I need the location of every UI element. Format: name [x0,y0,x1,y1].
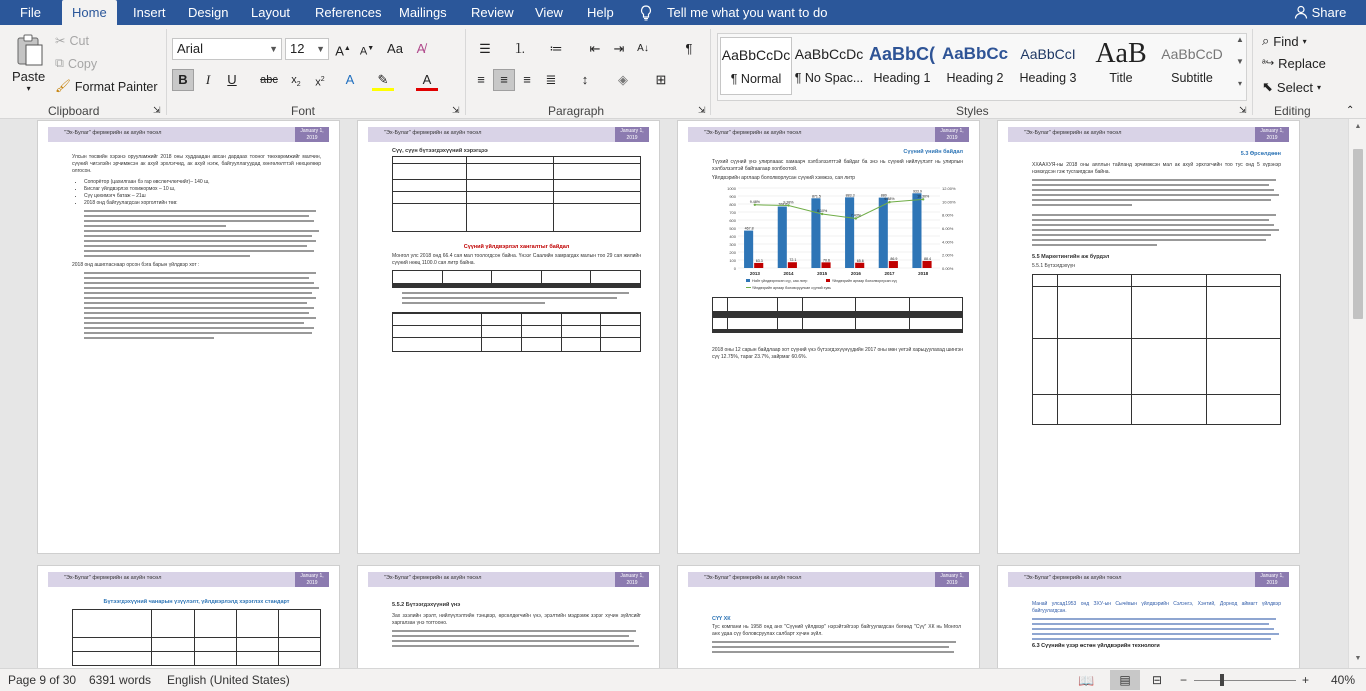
align-center-icon[interactable]: ≡ [493,69,515,91]
y-tick-label: 500 [729,226,736,231]
section-heading: 5.5.2 Бүтээгдэхүүний үнэ [392,602,461,608]
separator [1252,29,1253,115]
chevron-down-icon: ▾ [26,84,31,93]
underline-button[interactable]: U [227,72,237,87]
copy-icon: ⧉ [55,56,64,70]
legend-label: Үйлдвэрийн аргаар боловсруулсан сүүний хувь [752,286,832,290]
data-label: 86.9 [890,257,898,262]
cursor-icon: ⬉ [1262,79,1273,94]
header-title: "Эх-Булаг" фермерийн ак ахуйн төсөл [1024,575,1122,581]
header-title: "Эх-Булаг" фермерийн ак ахуйн төсөл [704,130,802,136]
borders-icon[interactable]: ⊞ [655,72,667,87]
data-label: 880 [880,193,887,198]
y-tick-label: 600 [729,218,736,223]
document-page[interactable] [37,565,340,668]
format-painter-button[interactable] [55,79,158,94]
quality-table [72,609,321,666]
font-size-combo[interactable] [285,38,329,60]
y-tick-label: 700 [729,210,736,215]
document-area[interactable] [0,119,1348,668]
change-case-button[interactable]: Aa [387,41,403,56]
style-no-spacing[interactable] [793,37,865,95]
chart-bar [855,263,864,268]
clipboard-dialog-launcher-icon[interactable]: ⇲ [153,105,161,115]
font-color-button[interactable]: A [416,69,438,91]
style-normal[interactable] [720,37,792,95]
table-title: Сүү, сүүн бүтээгдэхүүний хэрэгцээ [392,148,488,154]
cut-label: Cut [69,33,89,48]
ribbon-home [0,25,1366,119]
multilevel-list-icon[interactable]: ≔ [549,41,563,56]
share-label: Share [1311,5,1347,20]
grow-font-button[interactable]: A▲ [335,43,351,59]
data-label: 88.4 [924,256,932,261]
x-tick-label: 2014 [783,271,794,276]
paragraph: Монгол улс 2018 онд 66.4 сая мал тоологдсон байна. Үнээг Саалийн хамрагдах малын тоо 29 сая жилийн сүүний нөөц 1100.0 сая литр байна. [392,252,641,266]
y-tick-label: 1000 [727,186,736,191]
chart-point [787,204,789,206]
legend-swatch [826,279,830,282]
justify-icon[interactable]: ≣ [545,72,557,87]
text-lines [1032,179,1281,246]
data-label: 9.38% [783,200,794,205]
paragraph: Улсын төсвийн хэрэнэ орууламжийг 2018 оны худдаадан авсан дардаах тооног төөхөрөмжийг малчин, сүүний чигэлэйн эрчимжсэн ак ахуй эрхлэгчид, ак ахуй нэгж, байгууллагуудад хөнгөлөлттэй нөхцөлөөр олгосон. [72,154,321,174]
align-right-icon[interactable]: ≡ [523,72,531,87]
text-lines [402,292,641,304]
highlight-button[interactable]: ✎ [372,69,394,91]
bold-button[interactable]: B [172,69,194,91]
style-title[interactable] [1085,37,1157,95]
list-item: • Бислаг үйлдвэрлэх тохижормох – 10 ш, [84,186,321,193]
header-date: January 1, 2019 [935,572,969,587]
font-name-combo[interactable] [172,38,282,60]
tab-layout[interactable]: Layout [251,5,291,20]
chart-point [888,201,890,203]
header-date: January 1, 2019 [1255,572,1289,587]
data-label: 883.3 [845,193,855,198]
page-header [688,572,969,587]
document-page[interactable] [357,120,660,554]
vertical-scrollbar[interactable] [1348,119,1366,668]
align-left-icon[interactable]: ≡ [477,72,485,87]
header-title: "Эх-Булаг" фермерийн ак ахуйн төсөл [1024,130,1122,136]
style-heading-3[interactable] [1012,37,1084,95]
line-spacing-icon[interactable]: ↕ [581,72,589,87]
section-heading: 6.3 Сүүнийн үзэр өстөн үйлдвэрийн технологи [1032,643,1160,649]
page-header [368,572,649,587]
page-header [48,127,329,142]
page-content [72,599,321,666]
page-content [712,149,963,361]
style-preview: AaBbC( [869,44,935,64]
y2-tick-label: 12.00% [942,186,956,191]
tab-home[interactable]: Home [62,0,117,25]
chart-bar [889,261,898,268]
clipboard-icon [13,33,45,67]
editing-group-label: Editing [1274,104,1311,118]
tab-view[interactable]: View [535,5,563,20]
y2-tick-label: 0.00% [942,266,954,271]
data-label: 72.1 [789,258,797,263]
chart-point [855,217,857,219]
lightbulb-icon[interactable] [640,0,652,25]
status-bar [0,668,1366,691]
page-content [712,616,961,656]
chart-bar [922,261,931,268]
font-group-label: Font [291,104,316,118]
section-heading: Сүүний үнийн байдал [903,149,963,155]
paragraph: 2018 оны 12 сарын байдлаар хот сүүний үнэ бүтээгдэхүүнүүдийн 2017 оны мөн үетэй харьцуулахад шингэн сүү 12.75%, тараг 23.7%, зайрмаг 60.6%. [712,347,963,360]
word-count[interactable]: 6391 words [89,673,152,687]
italic-button[interactable]: I [205,72,211,87]
section-heading: 5.5 Маркетингийн аж бүрдэл [1032,254,1110,260]
data-label: 7.43% [850,213,861,218]
data-label: 65.6 [856,258,864,263]
text-lines [84,210,321,257]
chart-point [922,198,924,200]
page-header [688,127,969,142]
style-preview: AaBbCcI [1020,46,1076,62]
shading-icon[interactable]: ◈ [618,72,628,87]
format-painter-label: Format Painter [74,79,158,94]
style-heading-1[interactable] [866,37,938,95]
y-tick-label: 900 [729,194,736,199]
paragraph: Тус компани нь 1958 онд анх "Сүүний үйлдвэр" нэрэйтэйгээр байгуулагдсан бөгөөд "Сүү" ХК нь Монгол анх удаа сүү боловсруулах салбарт хүчин зүйл. [712,624,961,637]
y2-tick-label: 4.00% [942,239,954,245]
styles-group-label: Styles [956,104,989,118]
data-label: 768.6 [778,202,788,207]
font-name-value: Arial [177,41,204,56]
paragraph-group-label: Paragraph [548,104,605,118]
web-layout-icon[interactable]: ⊟ [1152,673,1163,687]
data-label: 9.48% [749,199,760,204]
y-tick-label: 300 [729,242,736,247]
section-heading: Бүтээгдэхүүний чанарын үзүүлэлт, үйлдвэрлэлд хэрэглэх стандарт [103,599,290,605]
paste-label: Paste [12,69,46,84]
y-tick-label: 400 [729,234,736,239]
style-name: ¶ Normal [730,72,782,86]
strikethrough-button[interactable]: abc [260,74,278,86]
text-lines [392,630,641,647]
chart-point [821,213,823,215]
chart-bar [788,262,797,268]
paragraph: 2018 онд ашигласнаар орсон бэга барын үйлдвэр хот : [72,262,200,268]
tab-review[interactable]: Review [471,5,514,20]
header-date: January 1, 2019 [615,572,649,587]
section-heading: СҮҮ ХК [712,616,731,622]
chart-bar [778,207,787,268]
y2-tick-label: 2.00% [942,252,954,258]
zoom-slider-thumb[interactable] [1220,674,1224,686]
x-tick-label: 2018 [918,271,929,276]
x-tick-label: 2017 [884,271,895,276]
scissors-icon: ✂ [55,34,66,48]
show-formatting-icon[interactable]: ¶ [685,41,693,56]
chart-bar [879,198,888,268]
data-label: 10.30% [917,194,930,199]
document-page[interactable] [997,565,1300,668]
y-tick-label: 800 [729,202,736,207]
legend-label: Нийт үйлдвэрлэсэн сүү, сая литр [752,279,808,283]
document-page[interactable] [677,565,980,668]
zoom-out-icon[interactable]: − [1180,673,1188,687]
person-icon [1294,5,1308,19]
text-effects-button[interactable]: A [345,72,355,87]
data-label: 8.10% [817,209,828,213]
tell-me-search[interactable]: Tell me what you want to do [667,5,828,20]
increase-indent-icon[interactable]: ⇥ [613,41,625,56]
chevron-down-icon: ▼ [269,44,278,54]
chart-bar [821,262,830,268]
chevron-down-icon: ▼ [316,44,325,54]
font-size-value: 12 [290,41,305,56]
zoom-level[interactable]: 40% [1331,673,1356,687]
print-layout-icon[interactable]: ▤ [1110,670,1140,690]
document-page[interactable] [357,565,660,668]
cut-button[interactable] [55,33,89,48]
sort-icon[interactable]: A↓ [637,43,649,54]
clipboard-group-label: Clipboard [48,104,100,118]
style-heading-2[interactable] [939,37,1011,95]
document-page[interactable] [677,120,980,554]
tab-design[interactable]: Design [188,5,229,20]
zoom-slider-track[interactable] [1194,680,1296,681]
select-label: Select [1276,79,1314,95]
paste-button[interactable] [12,33,45,92]
gallery-scroll-down-icon[interactable]: ▼ [1236,57,1244,66]
tab-file[interactable]: File [20,5,41,20]
clear-formatting-icon[interactable]: A̸ [416,41,426,56]
scroll-up-icon[interactable]: ▲ [1354,123,1362,130]
subheading: 5.5.1 Бүтээгдэхүүн [1032,263,1076,269]
chevron-down-icon: ▾ [1317,82,1322,92]
milk-chart [712,182,965,292]
separator [710,29,711,115]
zoom-in-icon[interactable]: + [1302,673,1310,687]
page-content [1032,151,1281,425]
style-preview: AaB [1095,38,1147,69]
header-date: January 1, 2019 [1255,127,1289,142]
y-tick-label: 0 [733,266,736,271]
numbering-icon[interactable]: ⒈ [513,41,527,56]
header-title: "Эх-Булаг" фермерийн ак ахуйн төсөл [64,575,162,581]
chart-bar [754,263,763,268]
gallery-more-icon[interactable]: ▾ [1237,79,1242,88]
y2-tick-label: 6.00% [942,226,954,231]
data-label: 467.8 [744,226,754,231]
document-page[interactable] [37,120,340,554]
scrollbar-thumb[interactable] [1353,149,1363,319]
data-label: 70.6 [823,258,831,263]
style-subtitle[interactable] [1156,37,1228,95]
price-table [712,297,963,333]
bullets-icon[interactable]: ☰ [479,41,491,56]
chart-caption: Үйлдвэрийн арглаар бололворлусан сүүний хэмжээ, сая литр [712,175,856,181]
find-button[interactable] [1262,33,1307,49]
page-content [1032,601,1281,650]
page-header [368,127,649,142]
y2-tick-label: 10.00% [942,199,956,205]
header-date: January 1, 2019 [295,572,329,587]
header-title: "Эх-Булаг" фермерийн ак ахуйн төсөл [384,130,482,136]
product-table [1032,274,1281,425]
tab-insert[interactable]: Insert [133,5,166,20]
data-label: 871.5 [811,194,821,199]
replace-icon: ᵃ↪ [1262,58,1275,69]
data-label: 63.3 [755,258,763,263]
x-tick-label: 2015 [817,271,828,276]
share-button[interactable] [1294,0,1346,25]
tab-references[interactable]: References [315,5,382,20]
chart-point [754,204,756,206]
section-heading: 5.3 Өрсөлдөөн [1240,151,1281,157]
styles-dialog-launcher-icon[interactable]: ⇲ [1239,105,1247,115]
paragraph: Манай улсад1953 онд ЗХУ-ын Сычёвын үйлдвэрийн Сэлэнгэ, Хэнтий, Дорнод аймагт үйлдвэр байгуулагдсан. [1032,601,1281,614]
legend-label: Үйлдвэрийн аргаар бололворлусан сүү [832,279,898,283]
page-content [392,602,641,650]
style-name: Heading 1 [873,71,931,85]
data-label: 933.9 [912,189,922,194]
decrease-indent-icon[interactable]: ⇤ [589,41,601,56]
header-date: January 1, 2019 [935,127,969,142]
style-name: Heading 2 [946,71,1004,85]
page-content [392,148,641,352]
read-mode-icon[interactable]: 📖 [1078,673,1095,688]
text-lines [712,641,961,653]
style-preview: AaBbCcDc [794,46,864,62]
style-preview: AaBbCc [941,44,1009,63]
shrink-font-button[interactable]: A▼ [359,45,375,58]
page-count[interactable]: Page 9 of 30 [8,673,77,687]
list-item: • Сопорётор (цахилгаан бэ гар өвслөгчлөгчийг)– 140 ш, [84,179,321,186]
paragraph-dialog-launcher-icon[interactable]: ⇲ [698,105,706,115]
page-header [1008,127,1289,142]
list-item: • Сүү цөхимэгч батаж – 21ш [84,193,321,200]
y-tick-label: 200 [729,250,736,255]
collapse-ribbon-icon[interactable]: ⌃ [1346,105,1355,116]
font-dialog-launcher-icon[interactable]: ⇲ [452,105,460,115]
header-title: "Эх-Булаг" фермерийн ак ахуйн төсөл [384,575,482,581]
ribbon-tab-bar [0,0,1366,25]
search-icon: ⌕ [1262,33,1270,48]
header-title: "Эх-Булаг" фермерийн ак ахуйн төсөл [64,130,162,136]
chart-bar [744,231,753,268]
tab-mailings[interactable]: Mailings [399,5,447,20]
production-table [392,270,641,288]
gallery-scroll-up-icon[interactable]: ▲ [1236,35,1244,44]
separator [166,29,167,115]
style-name: Title [1109,71,1133,85]
paragraph: ХХААХУЯ-ны 2018 оны аяллын тайланд эрчимжсэн мал ак ахуй эрхлэгчийн тоо тус онд 5 хүрэнэр нэмэгдсэн гэж тусгаигдсан байна. [1032,162,1281,175]
x-tick-label: 2016 [850,271,861,276]
document-page[interactable] [997,120,1300,554]
y-tick-label: 100 [729,258,736,263]
header-title: "Эх-Булаг" фермерийн ак ахуйн төсөл [704,575,802,581]
select-button[interactable] [1262,79,1321,95]
separator [465,29,466,115]
section-heading: Сүүний үйлдвэрлэл хангалтыг байдал [463,243,570,250]
replace-button[interactable] [1262,56,1326,71]
header-date: January 1, 2019 [615,127,649,142]
style-preview: AaBbCcDc [721,47,791,63]
header-date: January 1, 2019 [295,127,329,142]
subscript-button[interactable]: $x_2$ [291,74,301,89]
style-name: Subtitle [1171,71,1213,85]
text-lines [84,272,321,339]
copy-label: Copy [67,56,98,71]
chevron-down-icon: ▾ [1302,36,1307,46]
page-header [48,572,329,587]
tab-help[interactable]: Help [587,5,614,20]
paintbrush-icon: 🖌 [55,79,71,93]
replace-label: Replace [1278,56,1326,71]
paragraph: Зах зээлийн эрэлт, нийлүүлэлтийн тэнцвэр, өрсөлдөгчийн үнэ, эрэлтийн мэдрэмж зэрэг хүчин зүйлсийг харгалзан үнэ тогтооно. [392,613,641,626]
language[interactable]: English (United States) [167,673,290,687]
page-content [72,154,321,342]
legend-swatch [746,279,750,282]
style-preview: AaBbCcD [1161,46,1223,62]
chart-bar [845,197,854,268]
import-table [392,312,641,352]
y2-tick-label: 8.00% [942,212,954,218]
text-lines [1032,618,1281,640]
demand-table [392,156,641,232]
list-item: • 2018 онд байгуулагдсан хорголтийн төв: [84,200,321,207]
page-header [1008,572,1289,587]
style-name: Heading 3 [1019,71,1077,85]
data-label: 9.88% [884,197,895,202]
copy-button[interactable] [55,56,97,71]
find-label: Find [1273,33,1299,49]
x-tick-label: 2013 [749,271,760,276]
scroll-down-icon[interactable]: ▼ [1354,655,1362,662]
paragraph: Түүхий сүүний үнэ улирлааас хамаарч хэлбэлзэлттэй байдаг ба энэ нь сүүний нийлүүлэлт нь улирлын хэлбэлзэлтэй байгаагаар холбоотой. [712,159,963,172]
superscript-button[interactable]: $x^2$ [315,76,325,89]
chart-bar [912,193,921,268]
style-name: ¶ No Spac... [794,71,864,85]
